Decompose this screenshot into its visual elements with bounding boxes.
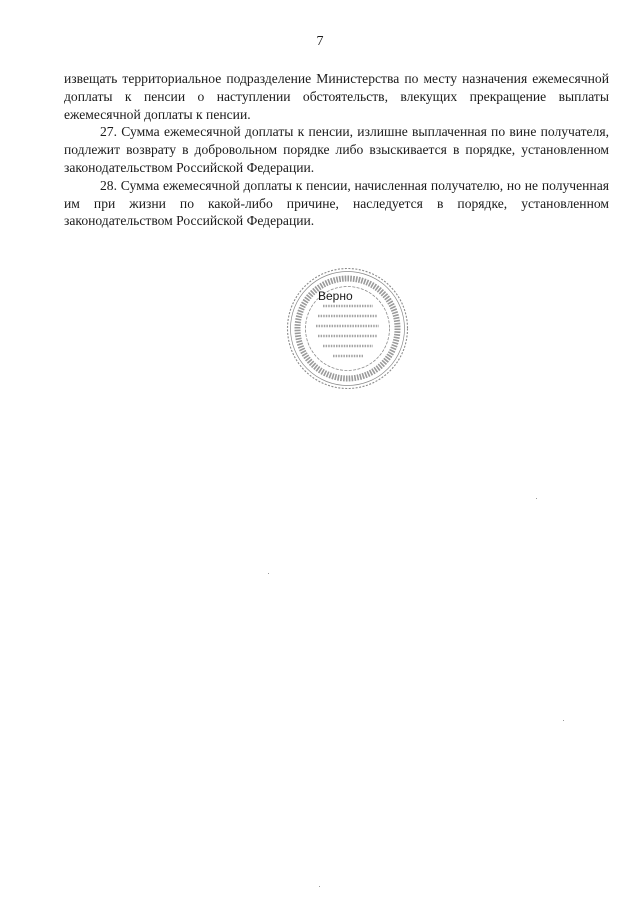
scan-speck bbox=[536, 498, 537, 499]
paragraph-28: 28. Сумма ежемесячной доплаты к пенсии, начисленная получателю, но не полученная им при жизни по какой-либо причине, наследуется в порядке, установленном законодательством Российской Федерации. bbox=[64, 177, 609, 229]
scan-speck bbox=[268, 573, 269, 574]
paragraph-27: 27. Сумма ежемесячной доплаты к пенсии, излишне выплаченная по вине получателя, подлежит возврату в добровольном порядке либо взыскивается в порядке, установленном законодательством Российской Федерации. bbox=[64, 124, 609, 175]
scan-speck bbox=[563, 720, 564, 721]
official-seal bbox=[285, 266, 410, 391]
scan-speck bbox=[319, 886, 320, 887]
page-number: 7 bbox=[316, 34, 324, 49]
document-body bbox=[64, 70, 609, 230]
paragraph-continuation: извещать территориальное подразделение Министерства по месту назначения ежемесячной доплаты к пенсии о наступлении обстоятельств, влекущих прекращение выплаты ежемесячной доплаты к пенсии. bbox=[64, 71, 609, 122]
seal-mark: Верно bbox=[318, 289, 353, 303]
